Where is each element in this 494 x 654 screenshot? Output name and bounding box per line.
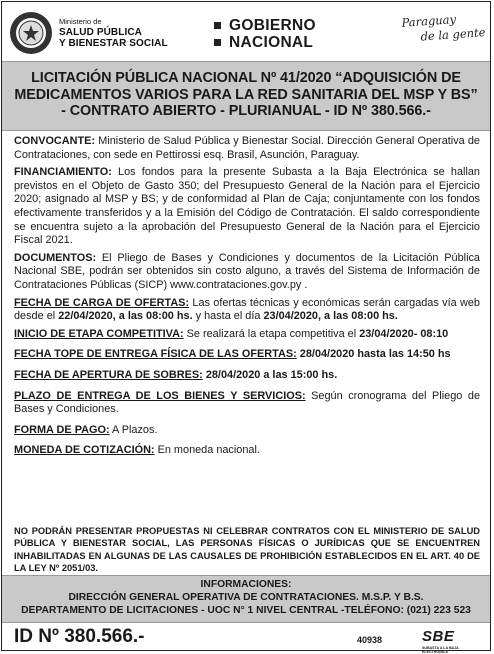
publication-code: 40938 (357, 635, 383, 645)
plazo-label: PLAZO DE ENTREGA DE LOS BIENES Y SERVICIOS: (14, 389, 306, 402)
etapa-label: INICIO DE ETAPA COMPETITIVA: (14, 327, 184, 340)
slogan (401, 10, 486, 46)
etapa-text: Se realizará la etapa competitiva el (183, 327, 360, 340)
gob-line2: NACIONAL (229, 34, 314, 51)
tope-paragraph (14, 348, 480, 362)
pago-text: A Plazos. (109, 423, 158, 436)
carga-text1: Las ofertas técnicas y económicas serán cargadas vía web desde el (14, 296, 480, 323)
plazo-text: Según cronograma del Pliego de Bases y Condiciones. (14, 389, 481, 416)
convocante-text: Ministerio de Salud Pública y Bienestar Social. Dirección General Operativa de Contrataciones, con sede en Pettirossi esq. Brasil, Asunción, Paraguay. (14, 135, 480, 161)
square-icon (214, 22, 221, 29)
convocante-paragraph (14, 135, 480, 162)
plazo-paragraph (14, 390, 480, 417)
carga-paragraph (14, 297, 480, 324)
info-heading: INFORMACIONES: (200, 579, 292, 590)
tope-label: FECHA TOPE DE ENTREGA FÍSICA DE LAS OFERTAS: (14, 348, 297, 361)
sbe-sub1: SUBASTA A LA BAJA (422, 646, 459, 650)
documentos-text: El Pliego de Bases y Condiciones y documentos de la Licitación Pública Nacional SBE, podrán ser obtenidos sin costo alguno, a través del Sistema de Información de Contrataciones Públicas (SICP) www.contrataciones.gov.py . (14, 251, 480, 291)
pago-paragraph (14, 424, 480, 438)
etapa-paragraph (14, 328, 480, 342)
id-number: ID Nº 380.566.- (14, 626, 145, 647)
sbe-wordmark: SBE (422, 628, 455, 645)
national-seal-icon (9, 11, 53, 55)
moneda-text: En moneda nacional. (154, 444, 260, 457)
financiamiento-label: FINANCIAMIENTO: (14, 166, 112, 179)
convocante-label: CONVOCANTE: (14, 135, 96, 147)
apertura-date: 28/04/2020 a las 15:00 hs. (202, 368, 338, 381)
info-line1: DIRECCIÓN GENERAL OPERATIVA DE CONTRATACIONES. M.S.P. Y B.S. (68, 592, 424, 603)
pago-label: FORMA DE PAGO: (14, 423, 110, 436)
title-banner (2, 61, 490, 131)
info-line2: DEPARTAMENTO DE LICITACIONES - UOC N° 1 NIVEL CENTRAL -TELÉFONO: (021) 223 523 (21, 605, 471, 616)
prohibition-notice: NO PODRÁN PRESENTAR PROPUESTAS NI CELEBRAR CONTRATOS CON EL MINISTERIO DE SALUD PÚBLICA Y BIENESTAR SOCIAL, LAS PERSONAS FÍSICAS O JURÍDICAS QUE SE ENCUENTREN INHABILITADAS EN ALGUNAS DE LAS CAUSALES DE PROHIBICIÓN ESTABLECIDOS EN EL ART. 40 DE LA LEY Nº 2051/03. (14, 526, 480, 573)
header (2, 2, 490, 60)
square-icon (214, 39, 221, 46)
carga-end: 23/04/2020, a las 08:00 hs. (263, 310, 398, 323)
carga-start: 22/04/2020, a las 08:00 hs. (58, 310, 193, 323)
ministry-line2: SALUD PÚBLICA (59, 27, 142, 38)
carga-label: FECHA DE CARGA DE OFERTAS: (14, 296, 190, 309)
etapa-date: 23/04/2020- 08:10 (359, 327, 449, 340)
documentos-paragraph (14, 252, 480, 293)
carga-text2: y hasta el día (192, 310, 264, 323)
slogan-line2: de la gente (420, 25, 486, 44)
moneda-label: MONEDA DE COTIZACIÓN: (14, 444, 155, 457)
ministry-name (59, 16, 168, 49)
financiamiento-text: Los fondos para la presente Subasta a la Baja Electrónica se hallan previstos en el Objeto de Gasto 350; del Presupuesto General de la Nación para el Ejercicio 2020; asignado al MSP y BS; y de conformidad al Plan de Caja; conjuntamente con los fondos efectivamente transferidos y a la Emisión del Código de Contratación. El saldo correspondiente se encuentra sujeto a la aprobación del Presupuesto General de la Nación para el Ejercicio Fiscal 2021. (14, 166, 480, 247)
notice-frame (1, 1, 491, 654)
apertura-paragraph (14, 369, 480, 383)
slogan-line1: Paraguay (401, 12, 457, 30)
info-banner (2, 575, 490, 623)
tender-title: LICITACIÓN PÚBLICA NACIONAL Nº 41/2020 “ADQUISICIÓN DE MEDICAMENTOS VARIOS PARA LA RED SANITARIA DEL MSP Y BS” - CONTRATO ABIERTO - PLURIANUAL - ID Nº 380.566.- (14, 70, 478, 119)
apertura-label: FECHA DE APERTURA DE SOBRES: (14, 368, 203, 381)
financiamiento-paragraph (14, 166, 480, 248)
documentos-label: DOCUMENTOS: (14, 251, 97, 264)
ministry-line3: Y BIENESTAR SOCIAL (59, 38, 168, 49)
moneda-paragraph (14, 444, 480, 458)
notice-body (14, 135, 480, 458)
sbe-sub2: ELECTRÓNICA (422, 650, 448, 654)
tope-date: 28/04/2020 hasta las 14:50 hs (296, 348, 451, 361)
sbe-logo (422, 628, 459, 654)
ministry-line1: Ministerio de (59, 17, 102, 26)
gobierno-nacional-logo (214, 17, 316, 51)
gob-line1: GOBIERNO (229, 17, 316, 34)
